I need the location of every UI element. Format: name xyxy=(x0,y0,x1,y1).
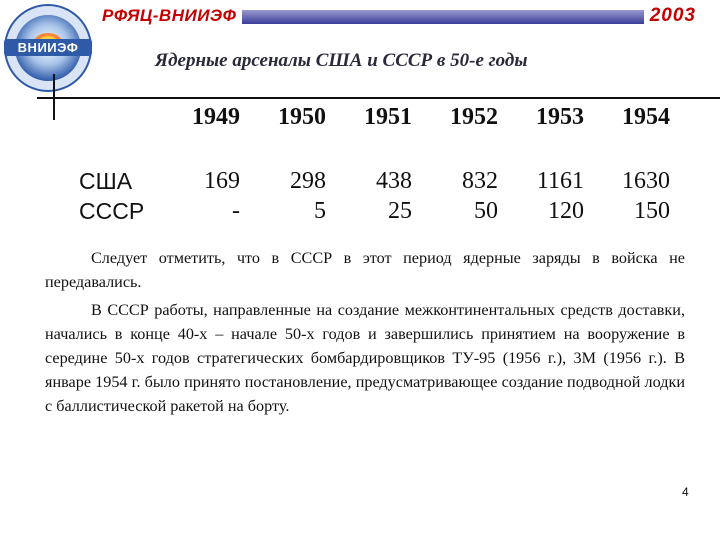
table-cell: 1161 xyxy=(536,168,584,194)
table-cell: 298 xyxy=(290,168,326,194)
table-cell: - xyxy=(232,198,240,224)
year-label: 2003 xyxy=(644,5,698,27)
row-label-ussr: СССР xyxy=(79,198,145,224)
table-row xyxy=(60,198,690,228)
paragraph xyxy=(45,246,685,294)
table-cell: 150 xyxy=(634,198,670,224)
table-header-row xyxy=(60,104,690,134)
org-label: РФЯЦ-ВНИИЭФ xyxy=(100,6,242,26)
year-header: 1953 xyxy=(536,104,584,130)
vniief-logo xyxy=(2,2,94,94)
year-header: 1949 xyxy=(192,104,240,130)
table-cell: 438 xyxy=(376,168,412,194)
row-label-usa: США xyxy=(79,168,133,194)
year-header: 1951 xyxy=(364,104,412,130)
table-cell: 25 xyxy=(388,198,412,224)
year-header: 1952 xyxy=(450,104,498,130)
table-cell: 832 xyxy=(462,168,498,194)
table-cell: 120 xyxy=(548,198,584,224)
table-row xyxy=(60,168,690,198)
table-cell: 5 xyxy=(314,198,326,224)
paragraph-text: Следует отметить, что в СССР в этот период ядерные заряды в войска не передавались. xyxy=(45,249,685,291)
paragraph xyxy=(45,298,685,418)
table-divider-horizontal xyxy=(37,97,720,99)
year-header: 1954 xyxy=(622,104,670,130)
page-number: 4 xyxy=(682,485,689,499)
table-cell: 169 xyxy=(204,168,240,194)
paragraph-text: В СССР работы, направленные на создание межконтинентальных средств доставки, начались в конце 40-х – начале 50-х годов и завершились принятием на вооружение в середине 50-х годов стратегических бомбардировщиков ТУ-95 (1956 г.), 3М (1956 г.). В январе 1954 г. было принято постановление, предусматривающее создание подводной лодки с баллистической ракетой на борту. xyxy=(45,301,685,415)
year-header: 1950 xyxy=(278,104,326,130)
table-cell: 50 xyxy=(474,198,498,224)
table-cell: 1630 xyxy=(622,168,670,194)
logo-text: ВНИИЭФ xyxy=(17,40,79,55)
page-title: Ядерные арсеналы США и СССР в 50-е годы xyxy=(155,50,528,71)
